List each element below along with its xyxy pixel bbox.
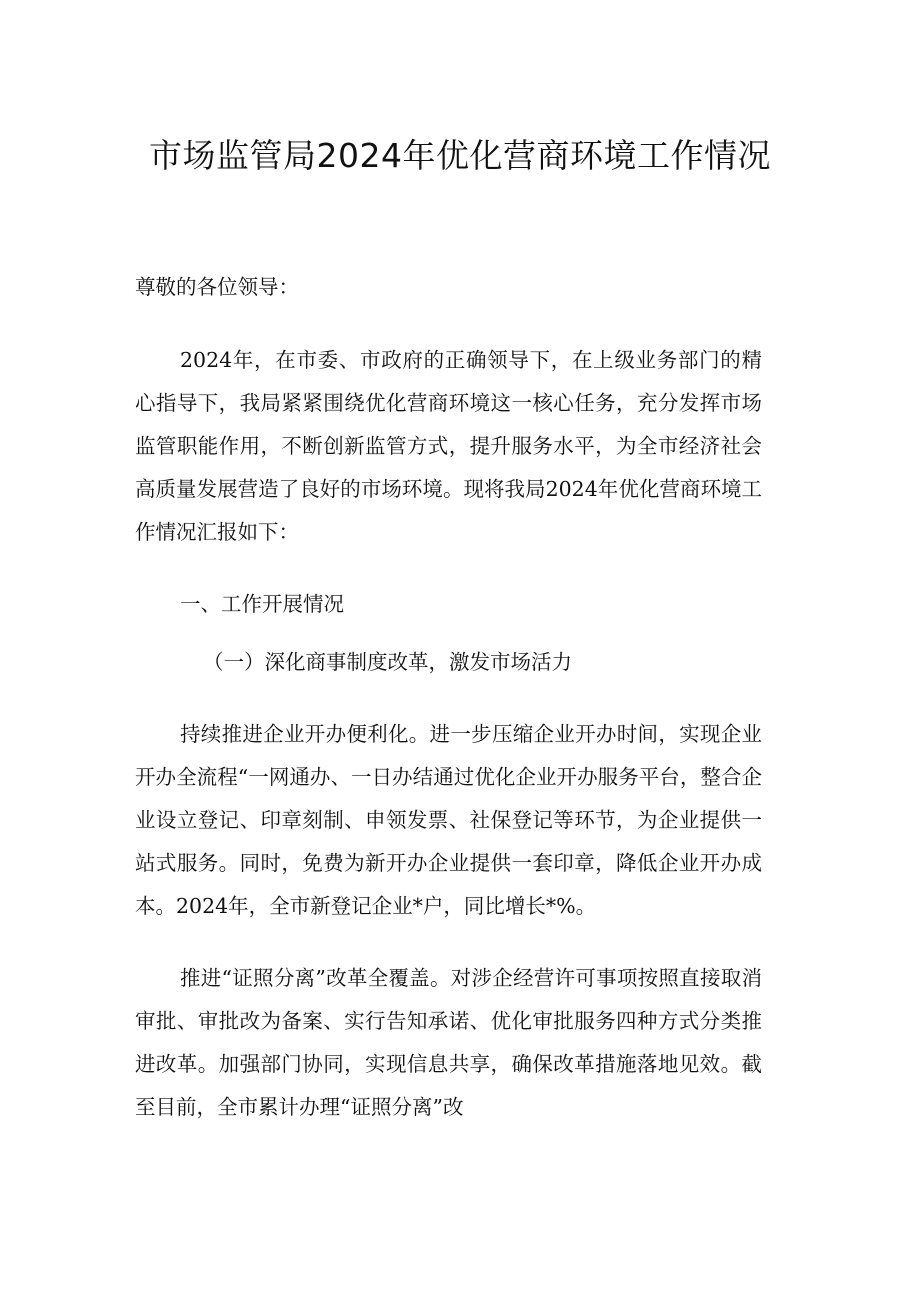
subsection-heading: （一）深化商事制度改革，激发市场活力 xyxy=(203,650,572,674)
document-title: 市场监管局2024年优化营商环境工作情况 xyxy=(149,136,771,175)
section-heading: 一、工作开展情况 xyxy=(180,592,344,616)
intro-paragraph: 2024年，在市委、市政府的正确领导下，在上级业务部门的精心指导下，我局紧紧围绕优化营商环境这一核心任务，充分发挥市场监管职能作用，不断创新监管方式，提升服务水平，为全市经济社会高质量发展营造了良好的市场环境。现将我局2024年优化营商环境工作情况汇报如下： xyxy=(135,348,762,544)
body-paragraph-1: 持续推进企业开办便利化。进一步压缩企业开办时间，实现企业开办全流程“一网通办、一日办结通过优化企业开办服务平台，整合企业设立登记、印章刻制、申领发票、社保登记等环节，为企业提供一站式服务。同时，免费为新开办企业提供一套印章，降低企业开办成本。2024年，全市新登记企业*户，同比增长*%。 xyxy=(135,722,762,918)
body-paragraph-2: 推进“证照分离”改革全覆盖。对涉企经营许可事项按照直接取消审批、审批改为备案、实行告知承诺、优化审批服务四种方式分类推进改革。加强部门协同，实现信息共享，确保改革措施落地见效。截至目前，全市累计办理“证照分离”改 xyxy=(135,966,762,1119)
document-body xyxy=(135,266,762,1129)
salutation: 尊敬的各位领导： xyxy=(135,275,299,299)
